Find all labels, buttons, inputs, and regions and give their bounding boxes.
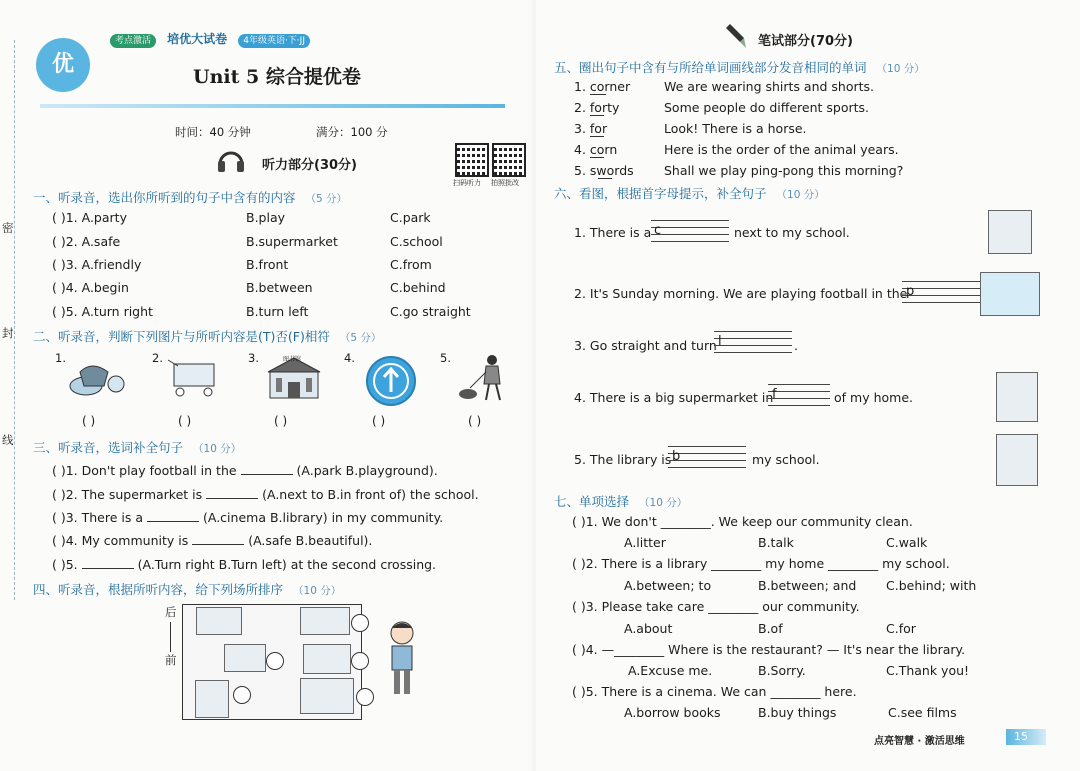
margin-char: 密 [2, 221, 14, 235]
option-b: B.supermarket [246, 234, 338, 249]
option-a: ( )2. A.safe [52, 234, 121, 249]
option-a: ( )5. A.turn right [52, 304, 153, 319]
answer-paren: ( ) [274, 414, 288, 428]
phonics-sentence: We are wearing shirts and shorts. [664, 79, 875, 94]
picture-number: 4. [344, 351, 355, 365]
mc-option-c: C.see films [888, 705, 957, 720]
section-4-title [33, 580, 341, 598]
phonics-word: 3. for [574, 121, 608, 136]
fill-sentence: 3. Go straight and turn [574, 338, 717, 353]
phonics-word: 5. swords [574, 163, 634, 178]
margin-char: 封 [2, 326, 14, 340]
answer-blank [241, 462, 293, 475]
section-3-points: （10 分） [193, 443, 242, 455]
sentence-start: ( )1. Don't play football in the [52, 463, 237, 478]
written-title: 笔试部分(70分) [758, 34, 853, 49]
section-5-text: 五、圈出句子中含有与所给单词画线部分发音相同的单词 [554, 60, 867, 75]
exam-score: 满分：100 分 [316, 125, 388, 139]
section-6-points: （10 分） [776, 189, 825, 201]
section-1-title [33, 188, 347, 206]
header-band [110, 28, 410, 46]
section-4-text: 四、听录音，根据所听内容，给下列场所排序 [33, 582, 284, 597]
answer-blank [147, 509, 199, 522]
option-c: C.from [390, 257, 432, 272]
mc-option-a: A.between; to [624, 578, 712, 593]
park-picture [980, 272, 1040, 316]
answer-paren: ( ) [372, 414, 386, 428]
phonics-sentence: Some people do different sports. [664, 100, 870, 115]
section-5-title [554, 58, 925, 76]
mc-option-c: C.behind; with [886, 578, 977, 593]
choice-row [52, 234, 120, 249]
picture-number: 2. [152, 351, 163, 365]
grade-tag: 4年级英语·下·JJ [238, 34, 310, 48]
section-6-title [554, 184, 825, 202]
pen-icon [726, 20, 748, 50]
dog-walking-picture [456, 352, 512, 404]
mc-question: ( )3. Please take care ________ our community. [572, 599, 860, 614]
phonics-underline [590, 115, 604, 116]
option-a: ( )3. A.friendly [52, 257, 142, 272]
picture-number: 5. [440, 351, 451, 365]
sentence-start: ( )3. There is a [52, 510, 144, 525]
mc-question: ( )4. —________ Where is the restaurant? — It's near the library. [572, 642, 966, 657]
option-c: C.school [390, 234, 443, 249]
picture-number: 1. [55, 351, 66, 365]
option-c: C.behind [390, 280, 446, 295]
sentence-end: (A.Turn right B.Turn left) at the second crossing. [137, 557, 437, 572]
hint-letter: f [772, 387, 777, 402]
section-1-points: （5 分） [305, 193, 348, 205]
youxiu-char: 优 [51, 52, 74, 77]
sentence-start: ( )2. The supermarket is [52, 487, 203, 502]
fill-row [52, 532, 372, 548]
section-2-points: （5 分） [339, 332, 382, 344]
option-c: C.go straight [390, 304, 471, 319]
phonics-word: 2. forty [574, 100, 620, 115]
mc-option-c: C.walk [886, 535, 928, 550]
fill-sentence-end: next to my school. [734, 225, 850, 240]
answer-circle[interactable] [351, 652, 369, 670]
fill-sentence-end: . [794, 338, 798, 353]
qr-code-icon [492, 143, 526, 177]
building-thumb [224, 644, 266, 672]
section-1-text: 一、听录音，选出你所听到的句子中含有的内容 [33, 190, 296, 205]
answer-paren: ( ) [178, 414, 192, 428]
section-7-points: （10 分） [639, 497, 688, 509]
library-building-picture [996, 434, 1038, 486]
front-label: 前 [165, 653, 177, 667]
mc-option-b: B.Sorry. [758, 663, 806, 678]
mc-question: ( )1. We don't ________. We keep our community clean. [572, 514, 913, 529]
phonics-word: 4. corn [574, 142, 618, 157]
page-number: 15 [1014, 730, 1028, 743]
building-thumb [300, 678, 354, 714]
picture-number: 3. [248, 351, 259, 365]
section-7-title [554, 492, 687, 510]
mc-option-b: B.of [758, 621, 783, 636]
mc-option-b: B.buy things [758, 705, 837, 720]
choice-row [52, 280, 129, 295]
option-a: ( )1. A.party [52, 210, 127, 225]
fill-row [52, 509, 443, 525]
header-badge: 考点激活 [110, 34, 156, 48]
mc-option-a: A.about [624, 621, 673, 636]
phonics-underline [590, 136, 604, 137]
answer-circle[interactable] [356, 688, 374, 706]
mc-option-c: C.Thank you! [886, 663, 970, 678]
mc-question: ( )2. There is a library ________ my home ________ my school. [572, 556, 950, 571]
phonics-sentence: Here is the order of the animal years. [664, 142, 899, 157]
section-7-text: 七、单项选择 [554, 494, 630, 509]
qr-label: 拍照批改 [491, 179, 519, 187]
building-thumb [196, 607, 242, 635]
sentence-end: (A.cinema B.library) in my community. [203, 510, 444, 525]
phonics-sentence: Look! There is a horse. [664, 121, 807, 136]
answer-circle[interactable] [233, 686, 251, 704]
answer-paren: ( ) [468, 414, 482, 428]
header-rule [40, 104, 505, 108]
fill-sentence: 1. There is a [574, 225, 652, 240]
page-title: Unit 5 综合提优卷 [193, 66, 361, 88]
page-number-tab [1006, 729, 1046, 745]
hint-letter: p [906, 284, 915, 299]
mc-option-c: C.for [886, 621, 916, 636]
mc-option-a: A.borrow books [624, 705, 721, 720]
fill-sentence-end: of my home. [834, 390, 913, 405]
fill-row [52, 462, 438, 478]
sentence-start: ( )4. My community is [52, 533, 189, 548]
library-sign: 图书馆 [283, 356, 302, 363]
option-a: ( )4. A.begin [52, 280, 129, 295]
choice-row [52, 257, 141, 272]
phonics-word: 1. corner [574, 79, 631, 94]
hint-letter: b [672, 449, 681, 464]
right-page [536, 0, 1080, 771]
hint-letter: c [654, 223, 662, 238]
fill-sentence: 4. There is a big supermarket in [574, 390, 774, 405]
supermarket-picture [166, 356, 224, 400]
mc-option-a: A.litter [624, 535, 666, 550]
building-thumb [303, 644, 351, 674]
phonics-underline [590, 157, 604, 158]
option-b: B.turn left [246, 304, 309, 319]
left-page [0, 0, 532, 771]
sentence-end: (A.safe B.beautiful). [248, 533, 373, 548]
series-name: 培优大试卷 [167, 32, 228, 46]
mc-option-b: B.talk [758, 535, 794, 550]
section-2-title [33, 327, 381, 345]
phonics-underline [598, 178, 612, 179]
cinema-picture [988, 210, 1032, 254]
answer-blank [82, 556, 134, 569]
back-label: 后 [165, 605, 177, 619]
fill-row [52, 556, 436, 572]
choice-row [52, 304, 153, 319]
qr-label: 扫码听力 [453, 179, 481, 187]
mc-option-a: A.Excuse me. [628, 663, 713, 678]
section-4-points: （10 分） [293, 585, 342, 597]
option-b: B.play [246, 210, 286, 225]
phonics-sentence: Shall we play ping-pong this morning? [664, 163, 904, 178]
answer-circle[interactable] [351, 614, 369, 632]
fill-sentence-end: my school. [752, 452, 820, 467]
mc-option-b: B.between; and [758, 578, 857, 593]
direction-arrow [170, 622, 171, 652]
option-b: B.between [246, 280, 313, 295]
fill-sentence: 2. It's Sunday morning. We are playing football in the [574, 286, 908, 301]
exam-time: 时间：40 分钟 [175, 125, 251, 139]
listening-title: 听力部分(30分) [262, 158, 357, 173]
hint-letter: l [718, 334, 722, 349]
house-picture [996, 372, 1038, 422]
writing-lines[interactable] [768, 384, 830, 406]
phonics-underline [590, 94, 606, 95]
section-5-points: （10 分） [876, 63, 925, 75]
option-b: B.front [246, 257, 289, 272]
section-3-text: 三、听录音，选词补全句子 [33, 440, 184, 455]
youxiu-badge [36, 38, 90, 92]
fill-row [52, 486, 479, 502]
playground-picture [66, 356, 128, 400]
mc-question: ( )5. There is a cinema. We can ________ here. [572, 684, 857, 699]
section-6-text: 六、看图，根据首字母提示，补全句子 [554, 186, 767, 201]
answer-blank [206, 486, 258, 499]
section-3-title [33, 438, 241, 456]
answer-circle[interactable] [266, 652, 284, 670]
sentence-end: (A.park B.playground). [296, 463, 438, 478]
writing-lines[interactable] [714, 331, 792, 353]
boy-picture [384, 620, 420, 698]
fill-sentence: 5. The library is [574, 452, 672, 467]
qr-code-icon [455, 143, 489, 177]
choice-row [52, 210, 127, 225]
section-2-text: 二、听录音，判断下列图片与所听内容是(T)否(F)相符 [33, 329, 330, 344]
margin-char: 线 [2, 433, 14, 447]
go-straight-sign-icon [366, 356, 416, 406]
answer-blank [192, 532, 244, 545]
sentence-start: ( )5. [52, 557, 78, 572]
writing-lines[interactable] [651, 220, 729, 242]
building-thumb [195, 680, 229, 718]
headphones-icon [216, 146, 246, 174]
footer-slogan: 点亮智慧 · 激活思维 [874, 736, 965, 747]
sentence-end: (A.next to B.in front of) the school. [262, 487, 479, 502]
binding-strip [0, 40, 15, 600]
answer-paren: ( ) [82, 414, 96, 428]
building-thumb [300, 607, 350, 635]
option-c: C.park [390, 210, 431, 225]
